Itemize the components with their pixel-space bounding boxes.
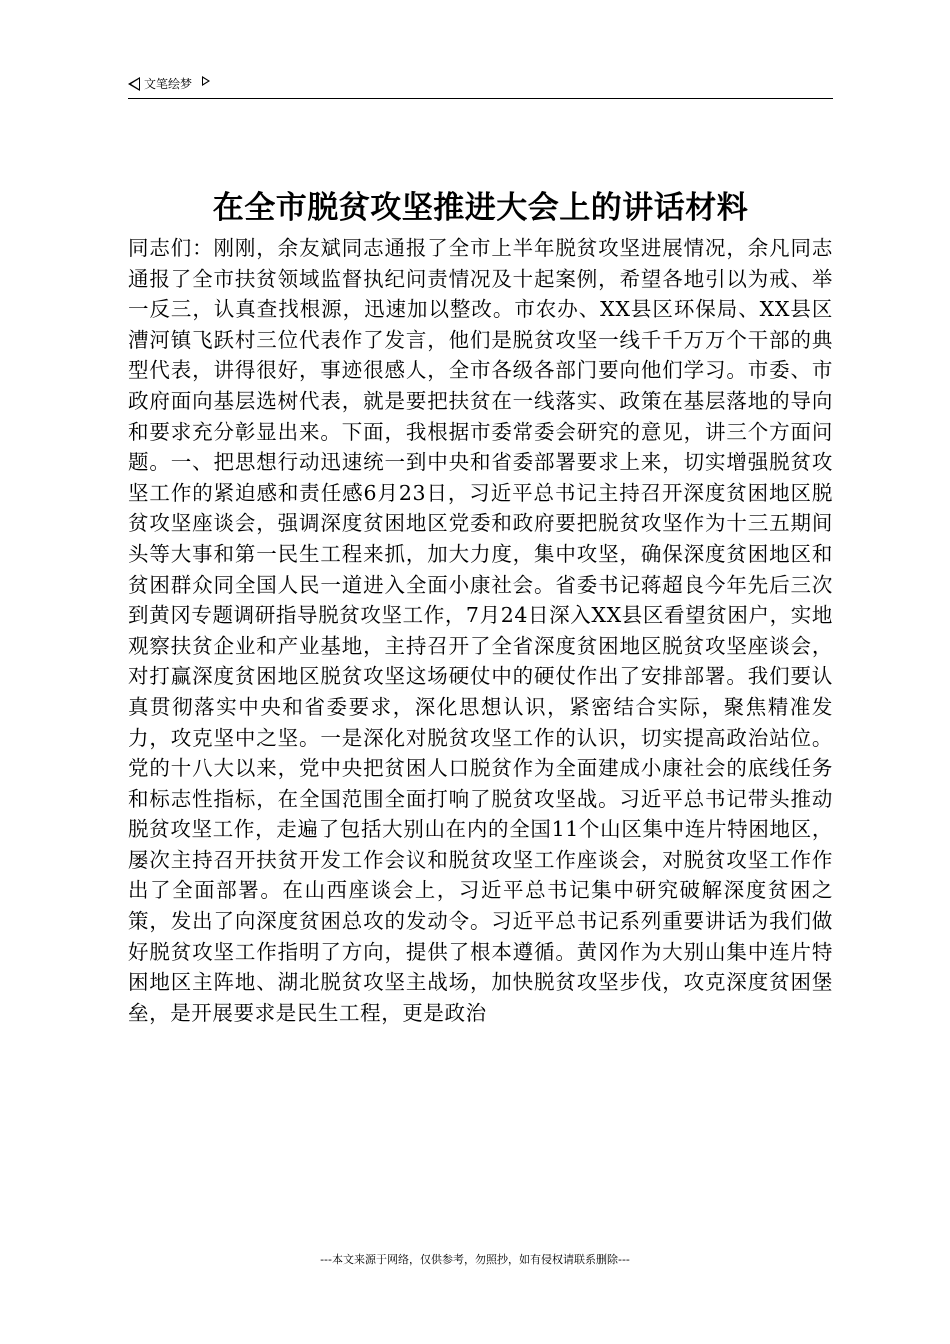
page-header (128, 74, 833, 99)
triangle-left-icon (128, 77, 140, 91)
document-body: 同志们：刚刚，余友斌同志通报了全市上半年脱贫攻坚进展情况，余凡同志通报了全市扶贫领域监督执纪问责情况及十起案例，希望各地引以为戒、举一反三，认真查找根源，迅速加以整改。市农办、XX县区环保局、XX县区漕河镇飞跃村三位代表作了发言，他们是脱贫攻坚一线千千万万个干部的典型代表，讲得很好，事迹很感人，全市各级各部门要向他们学习。市委、市政府面向基层选树代表，就是要把扶贫在一线落实、政策在基层落地的导向和要求充分彰显出来。下面，我根据市委常委会研究的意见，讲三个方面问题。一、把思想行动迅速统一到中央和省委部署要求上来，切实增强脱贫攻坚工作的紧迫感和责任感6月23日，习近平总书记主持召开深度贫困地区脱贫攻坚座谈会，强调深度贫困地区党委和政府要把脱贫攻坚作为十三五期间头等大事和第一民生工程来抓，加大力度，集中攻坚，确保深度贫困地区和贫困群众同全国人民一道进入全面小康社会。省委书记蒋超良今年先后三次到黄冈专题调研指导脱贫攻坚工作，7月24日深入XX县区看望贫困户，实地观察扶贫企业和产业基地，主持召开了全省深度贫困地区脱贫攻坚座谈会，对打赢深度贫困地区脱贫攻坚这场硬仗中的硬仗作出了安排部署。我们要认真贯彻落实中央和省委要求，深化思想认识，紧密结合实际，聚焦精准发力，攻克坚中之坚。一是深化对脱贫攻坚工作的认识，切实提高政治站位。党的十八大以来，党中央把贫困人口脱贫作为全面建成小康社会的底线任务和标志性指标，在全国范围全面打响了脱贫攻坚战。习近平总书记带头推动脱贫攻坚工作，走遍了包括大别山在内的全国11个山区集中连片特困地区，屡次主持召开扶贫开发工作会议和脱贫攻坚工作座谈会，对脱贫攻坚工作作出了全面部署。在山西座谈会上，习近平总书记集中研究破解深度贫困之策，发出了向深度贫困总攻的发动令。习近平总书记系列重要讲话为我们做好脱贫攻坚工作指明了方向，提供了根本遵循。黄冈作为大别山集中连片特困地区主阵地、湖北脱贫攻坚主战场，加快脱贫攻坚步伐，攻克深度贫困堡垒，是开展要求是民生工程，更是政治 (128, 236, 833, 1025)
footer-notice: ---本文来源于网络，仅供参考，勿照抄，如有侵权请联系删除--- (320, 1253, 630, 1266)
header-brand-text: 文笔绘梦 (144, 77, 193, 91)
header-brand-group (128, 76, 210, 92)
triangle-right-icon (202, 76, 210, 86)
document-title: 在全市脱贫攻坚推进大会上的讲话材料 (212, 190, 749, 226)
